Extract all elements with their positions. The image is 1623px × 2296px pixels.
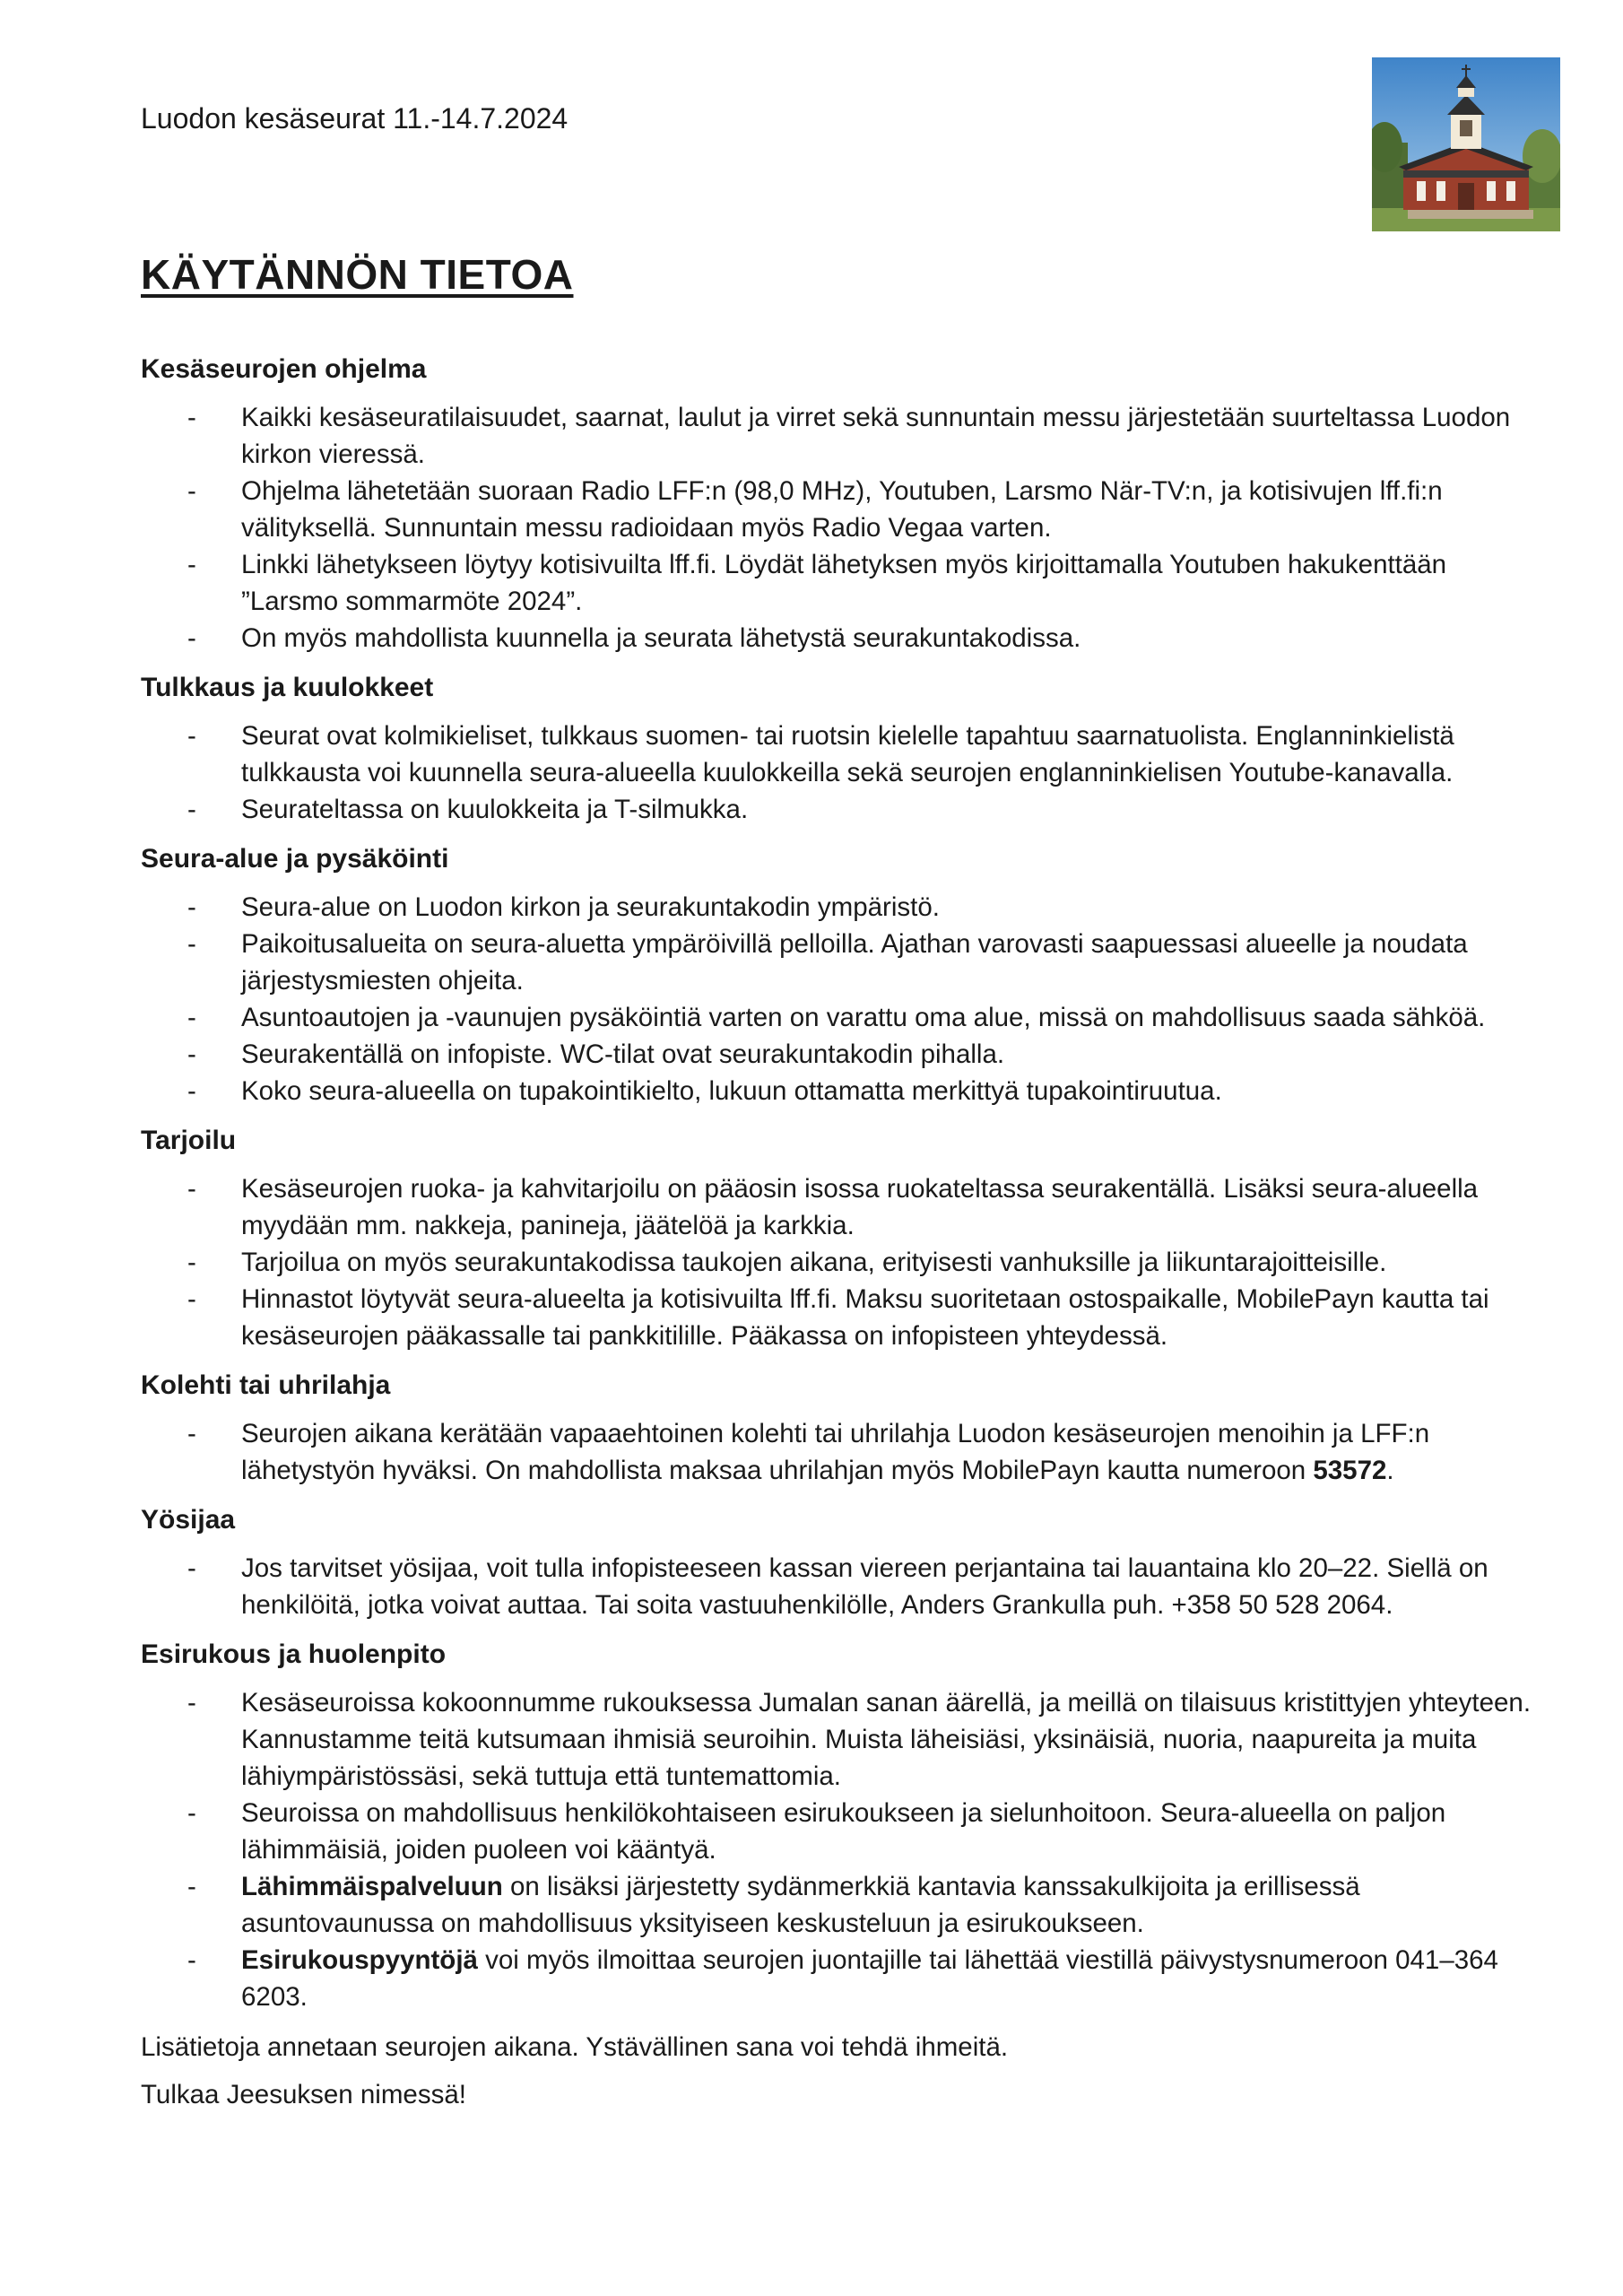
list-item [141, 1868, 1540, 1942]
list-item-punctuation: . [1386, 1456, 1394, 1485]
closing-paragraph: Lisätietoja annetaan seurojen aikana. Ystävällinen sana voi tehdä ihmeitä. [141, 2032, 1009, 2062]
bullet-dash: - [187, 1872, 196, 1901]
list-item [141, 718, 1540, 791]
list-item [141, 1036, 1540, 1073]
list-item-text: voi myös ilmoittaa seurojen juontajille tai lähettää viestillä päivystysnumeroon 041–364 6203. [241, 1945, 1498, 2012]
list-item [141, 1415, 1540, 1489]
list-item [141, 1073, 1540, 1109]
list-item [141, 620, 1540, 657]
list-item-text: Kesäseuroissa kokoonnumme rukouksessa Jumalan sanan äärellä, ja meillä on tilaisuus kristittyjen yhteyteen. Kannustamme teitä kutsumaan ihmisiä seuroihin. Muista läheisiäsi, yksinäisiä, nuoria, naapureita ja muita lähiympäristössäsi, sekä tuttuja että tuntemattomia. [241, 1688, 1532, 1791]
list-item [141, 1170, 1540, 1244]
list-item-text: Seurojen aikana kerätään vapaaehtoinen kolehti tai uhrilahja Luodon kesäseurojen menoihin ja LFF:n lähetystyön hyväksi. On mahdollista maksaa uhrilahjan myös MobilePayn kautta numeroon [241, 1419, 1430, 1485]
section-kolehti [141, 1368, 1540, 1489]
list-item [141, 1244, 1540, 1281]
section-yosijaa [141, 1502, 1540, 1623]
list-item-text: Kaikki kesäseuratilaisuudet, saarnat, laulut ja virret sekä sunnuntain messu järjestetään suurteltassa Luodon kirkon vieressä. [241, 403, 1511, 469]
section-esirukous [141, 1637, 1540, 2015]
list-item-text: on lisäksi järjestetty sydänmerkkiä kantavia kanssakulkijoita ja erillisessä asuntovaunussa on mahdollisuus yksityiseen keskusteluun ja esirukoukseen. [241, 1872, 1360, 1938]
list-item-text: Seurakentällä on infopiste. WC-tilat ovat seurakuntakodin pihalla. [241, 1039, 1005, 1069]
list-item-bold-lead: Esirukouspyyntöjä [241, 1945, 478, 1975]
list-item-text: Kesäseurojen ruoka- ja kahvitarjoilu on pääosin isossa ruokateltassa seurakentällä. Lisäksi seura-alueella myydään mm. nakkeja, panineja, jäätelöä ja karkkia. [241, 1174, 1479, 1240]
bullet-list [141, 399, 1540, 657]
list-item-text: Jos tarvitset yösijaa, voit tulla infopisteeseen kassan viereen perjantaina tai lauantaina klo 20–22. Siellä on henkilöitä, jotka voivat auttaa. Tai soita vastuuhenkilölle, Anders Grankulla puh. +358 50 528 2064. [241, 1553, 1488, 1620]
bullet-dash: - [187, 721, 196, 751]
bullet-dash: - [187, 795, 196, 824]
page-title: KÄYTÄNNÖN TIETOA [141, 251, 574, 298]
list-item [141, 1795, 1540, 1868]
section-heading: Tarjoilu [141, 1126, 237, 1155]
list-item-text: On myös mahdollista kuunnella ja seurata lähetystä seurakuntakodissa. [241, 623, 1081, 653]
bullet-dash: - [187, 1688, 196, 1718]
bullet-list [141, 718, 1540, 828]
section-seura-alue [141, 841, 1540, 1109]
list-item-text: Asuntoautojen ja -vaunujen pysäköintiä varten on varattu oma alue, missä on mahdollisuus saada sähköä. [241, 1003, 1486, 1032]
section-heading: Seura-alue ja pysäköinti [141, 844, 449, 874]
bullet-dash: - [187, 1553, 196, 1583]
section-heading: Kolehti tai uhrilahja [141, 1370, 391, 1400]
section-tarjoilu [141, 1123, 1540, 1354]
bullet-dash: - [187, 1003, 196, 1032]
list-item [141, 546, 1540, 620]
list-item-text: Seura-alue on Luodon kirkon ja seurakuntakodin ympäristö. [241, 892, 940, 922]
bullet-list [141, 889, 1540, 1109]
list-item-text: Seurateltassa on kuulokkeita ja T-silmukka. [241, 795, 749, 824]
section-tulkkaus [141, 670, 1540, 828]
list-item [141, 1684, 1540, 1795]
list-item [141, 473, 1540, 546]
list-item [141, 926, 1540, 999]
bullet-dash: - [187, 403, 196, 432]
bullet-list [141, 1170, 1540, 1354]
closing-blessing: Tulkaa Jeesuksen nimessä! [141, 2080, 466, 2109]
bullet-dash: - [187, 1284, 196, 1314]
list-item [141, 399, 1540, 473]
list-item-text: Paikoitusalueita on seura-aluetta ympäröivillä pelloilla. Ajathan varovasti saapuessasi alueelle ja noudata järjestysmiesten ohjeita. [241, 929, 1468, 996]
list-item [141, 791, 1540, 828]
list-item-text: Tarjoilua on myös seurakuntakodissa taukojen aikana, erityisesti vanhuksille ja liikuntarajoitteisille. [241, 1248, 1387, 1277]
bullet-dash: - [187, 1798, 196, 1828]
document-content [141, 352, 1540, 2124]
bullet-list [141, 1684, 1540, 2015]
bullet-dash: - [187, 892, 196, 922]
section-heading: Tulkkaus ja kuulokkeet [141, 673, 434, 702]
bullet-dash: - [187, 1945, 196, 1975]
list-item-text: Ohjelma lähetetään suoraan Radio LFF:n (98,0 MHz), Youtuben, Larsmo När-TV:n, ja kotisivujen lff.fi:n välityksellä. Sunnuntain messu radioidaan myös Radio Vegaa varten. [241, 476, 1443, 543]
list-item-text: Seuroissa on mahdollisuus henkilökohtaiseen esirukoukseen ja sielunhoitoon. Seura-alueella on paljon lähimmäisiä, joiden puoleen voi kääntyä. [241, 1798, 1446, 1865]
list-item [141, 889, 1540, 926]
list-item [141, 1942, 1540, 2015]
bullet-dash: - [187, 623, 196, 653]
list-item-text: Linkki lähetykseen löytyy kotisivuilta lff.fi. Löydät lähetyksen myös kirjoittamalla Youtuben hakukenttään ”Larsmo sommarmöte 2024”. [241, 550, 1447, 616]
mobilepay-number: 53572 [1313, 1456, 1387, 1485]
bullet-dash: - [187, 1419, 196, 1448]
list-item-text: Koko seura-alueella on tupakointikielto, lukuun ottamatta merkittyä tupakointiruutua. [241, 1076, 1222, 1106]
section-heading: Esirukous ja huolenpito [141, 1639, 447, 1669]
list-item-text: Seurat ovat kolmikieliset, tulkkaus suomen- tai ruotsin kielelle tapahtuu saarnatuolista. Englanninkielistä tulkkausta voi kuunnella seura-alueella kuulokkeilla sekä seurojen englanninkielisen Youtube-kanavalla. [241, 721, 1454, 787]
list-item [141, 1550, 1540, 1623]
section-ohjelma [141, 352, 1540, 657]
church-photo [1372, 57, 1560, 231]
bullet-dash: - [187, 929, 196, 959]
bullet-list [141, 1415, 1540, 1489]
section-heading: Yösijaa [141, 1505, 236, 1535]
event-date-line: Luodon kesäseurat 11.-14.7.2024 [141, 102, 568, 135]
bullet-dash: - [187, 1039, 196, 1069]
bullet-dash: - [187, 1248, 196, 1277]
list-item [141, 999, 1540, 1036]
bullet-dash: - [187, 1076, 196, 1106]
bullet-dash: - [187, 476, 196, 506]
bullet-dash: - [187, 550, 196, 579]
list-item [141, 1281, 1540, 1354]
section-heading: Kesäseurojen ohjelma [141, 354, 427, 384]
list-item-bold-lead: Lähimmäispalveluun [241, 1872, 503, 1901]
bullet-list [141, 1550, 1540, 1623]
list-item-text: Hinnastot löytyvät seura-alueelta ja kotisivuilta lff.fi. Maksu suoritetaan ostospaikalle, MobilePayn kautta tai kesäseurojen pääkassalle tai pankkitilille. Pääkassa on infopisteen yhteydessä. [241, 1284, 1489, 1351]
bullet-dash: - [187, 1174, 196, 1204]
